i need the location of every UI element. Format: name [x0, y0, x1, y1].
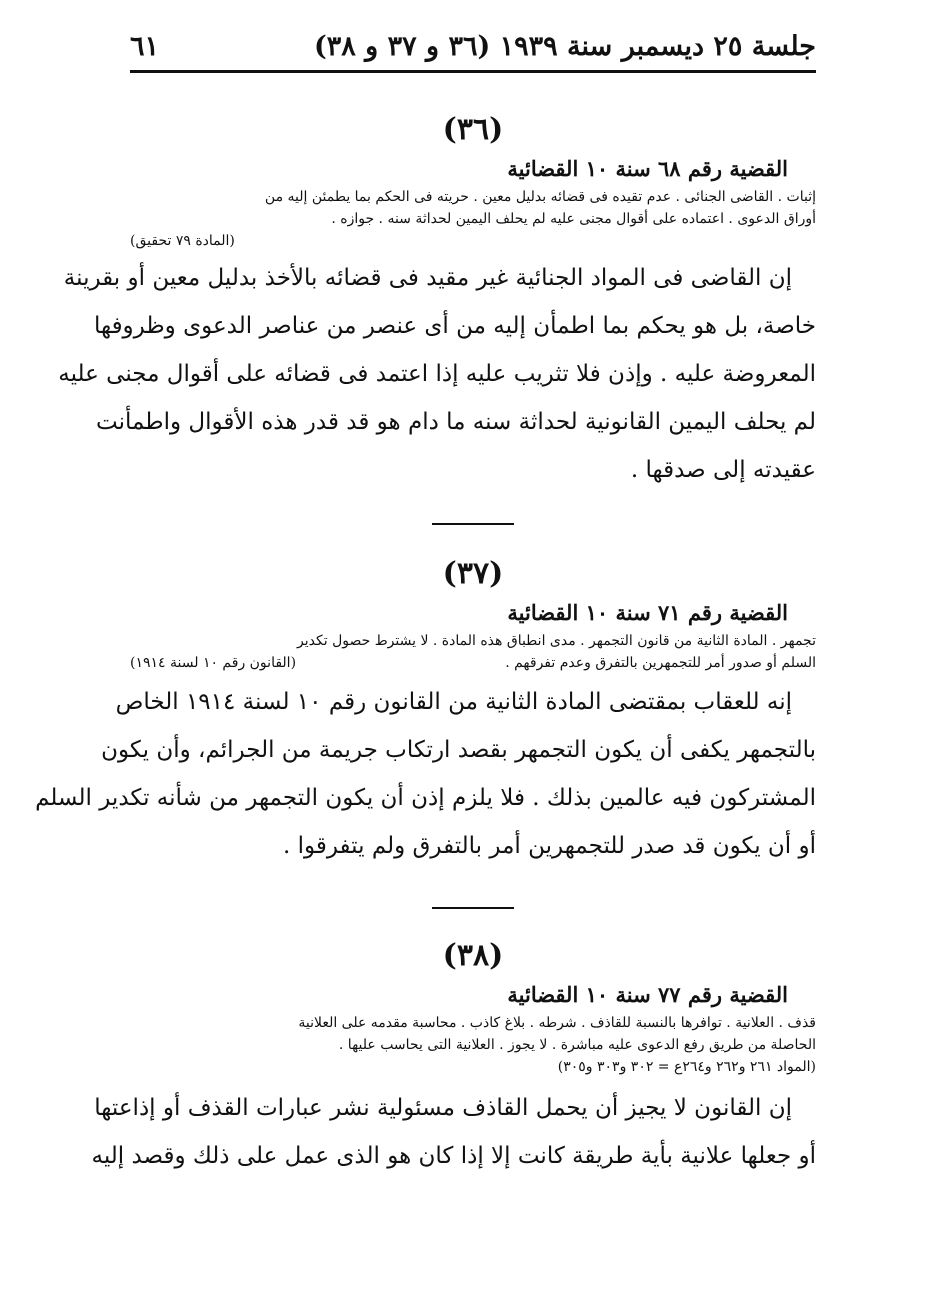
body-line: بالتجمهر يكفى أن يكون التجمهر بقصد ارتكاب جريمة من الجرائم، وأن يكون: [101, 737, 816, 763]
case-summary: [130, 630, 816, 674]
body-line: إن القانون لا يجيز أن يحمل القاذف مسئولية نشر عبارات القذف أو إذاعتها: [94, 1095, 792, 1121]
case-body: [58, 254, 816, 494]
case-number: (٣٧): [442, 556, 504, 591]
body-line: عقيدته إلى صدقها .: [630, 457, 816, 483]
case-summary: [130, 1012, 816, 1056]
summary-line: قذف . العلانية . توافرها بالنسبة للقاذف . شرطه . بلاغ كاذب . محاسبة مقدمه على العلانية: [298, 1015, 816, 1031]
case-section-38: [91, 934, 816, 1180]
body-line: المعروضة عليه . وإذن فلا تثريب عليه إذا اعتمد فى قضائه على أقوال مجنى عليه: [58, 361, 816, 387]
body-line: إنه للعقاب بمقتضى المادة الثانية من القانون رقم ١٠ لسنة ١٩١٤ الخاص: [115, 689, 792, 715]
body-line: لم يحلف اليمين القانونية لحداثة سنه ما دام هو قد قدر هذه الأقوال واطمأنت: [96, 409, 816, 435]
legal-reference: (المواد ٢٦١ و٢٦٢ و٢٦٤ع = ٣٠٢ و٣٠٣ و٣٠٥): [557, 1059, 816, 1075]
case-title: القضية رقم ٧٧ سنة ١٠ القضائية: [507, 982, 788, 1007]
case-title: القضية رقم ٧١ سنة ١٠ القضائية: [507, 600, 788, 625]
page-number: ٦١: [130, 30, 160, 62]
section-separator: [130, 523, 816, 525]
header-title: جلسة ٢٥ ديسمبر سنة ١٩٣٩ (٣٦ و ٣٧ و ٣٨): [313, 30, 816, 62]
body-line: أو أن يكون قد صدر للتجمهرين أمر بالتفرق ولم يتفرقوا .: [282, 833, 816, 859]
case-number: (٣٨): [442, 938, 504, 973]
legal-reference: (المادة ٧٩ تحقيق): [130, 233, 235, 249]
body-line: المشتركون فيه عالمين بذلك . فلا يلزم إذن أن يكون التجمهر من شأنه تكدير السلم: [35, 785, 816, 811]
case-body: [91, 1084, 816, 1180]
page-header: [130, 24, 816, 68]
body-line: خاصة، بل هو يحكم بما اطمأن إليه من أى عنصر من عناصر الدعوى وظروفها: [93, 313, 816, 339]
legal-reference: (القانون رقم ١٠ لسنة ١٩١٤): [130, 655, 297, 671]
summary-line: تجمهر . المادة الثانية من قانون التجمهر . مدى انطباق هذه المادة . لا يشترط حصول تكدير: [297, 633, 816, 649]
case-body: [35, 678, 816, 870]
section-separator: [130, 907, 816, 909]
case-section-36: [58, 108, 816, 494]
summary-line: إثبات . القاضى الجنائى . عدم تقيده فى قضائه بدليل معين . حريته فى الحكم بما يطمئن إليه من: [264, 189, 816, 205]
summary-line: السلم أو صدور أمر للتجمهرين بالتفرق وعدم تفرقهم .: [505, 655, 816, 671]
body-line: إن القاضى فى المواد الجنائية غير مقيد فى قضائه بالأخذ بدليل معين أو بقرينة: [63, 265, 792, 291]
case-title: القضية رقم ٦٨ سنة ١٠ القضائية: [507, 156, 788, 181]
case-summary: [130, 186, 816, 230]
summary-line: الحاصلة من طريق رفع الدعوى عليه مباشرة . لا يجوز . العلانية التى يحاسب عليها .: [338, 1037, 816, 1053]
case-section-37: [35, 552, 816, 870]
summary-line: أوراق الدعوى . اعتماده على أقوال مجنى عليه لم يحلف اليمين لحداثة سنه . جوازه .: [331, 211, 816, 227]
body-line: أو جعلها علانية بأية طريقة كانت إلا إذا كان هو الذى عمل على ذلك وقصد إليه: [91, 1143, 816, 1169]
case-number: (٣٦): [442, 112, 504, 147]
header-rule: [130, 70, 816, 73]
